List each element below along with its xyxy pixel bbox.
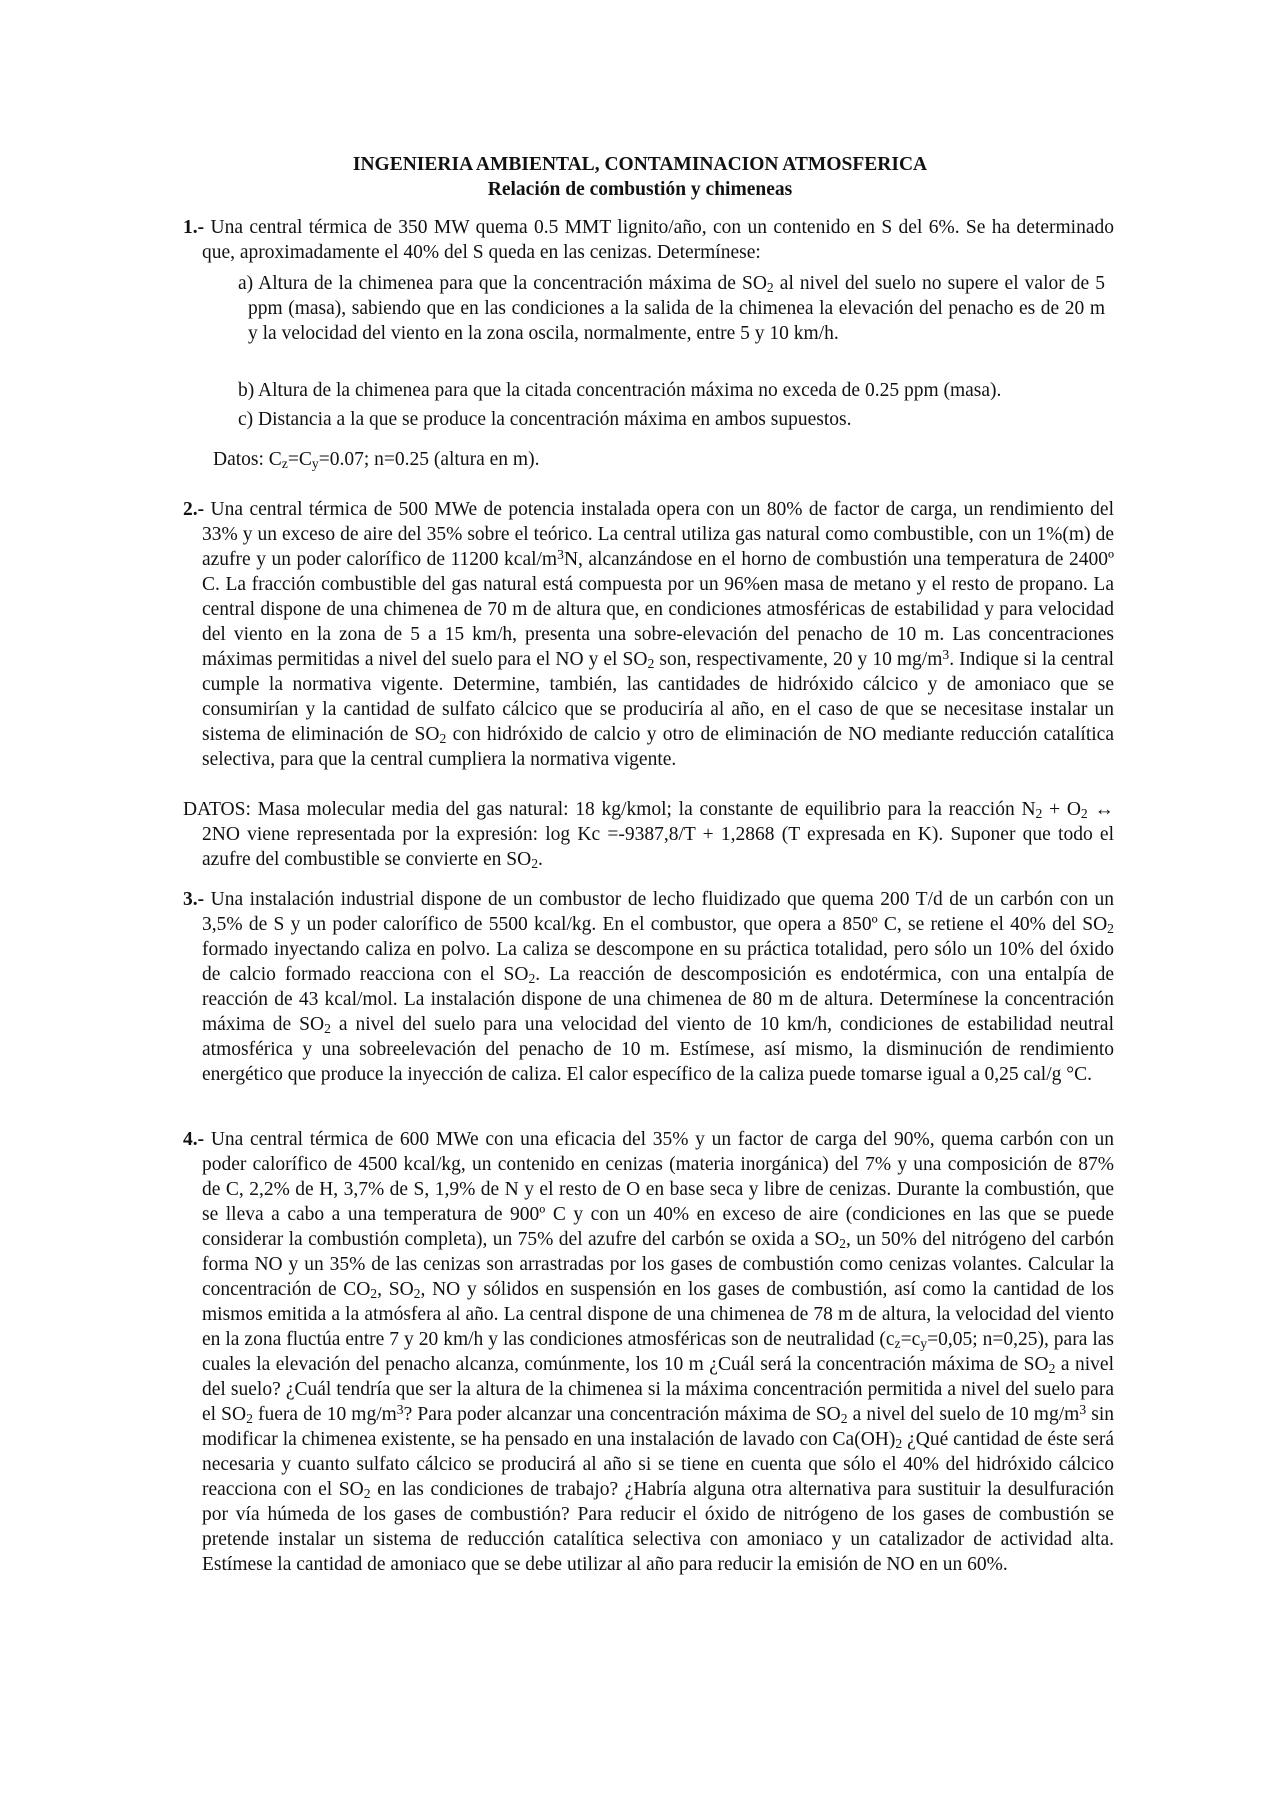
- document-subtitle: Relación de combustión y chimeneas: [487, 179, 793, 200]
- problem-3-number: 3.-: [183, 889, 205, 910]
- problem-1-number: 1.-: [183, 217, 205, 238]
- problem-2: 2.- Una central térmica de 500 MWe de potencia instalada opera con un 80% de factor de carga, un rendimiento del 33% y un exceso de aire del 35% sobre el teórico. La central utiliza gas natural como combustible, con un 1%(m) de azufre y un poder calorífico de 11200 kcal/$m^3N$, alcanzándose en el horno de combustión una temperatura de 2400º C. La fracción combustible del gas natural está compuesta por un 96%en masa de metano y el resto de propano. La central dispone de una chimenea de 70 m de altura que, en condiciones atmosféricas de estabilidad y para velocidad del viento en la zona de 5 a 15 km/h, presenta una sobre-elevación del penacho de 10 m. Las concentraciones máximas permitidas a nivel del suelo para el NO y el $SO_2$ son, respectivamente, 20 y 10 $mg/m^3$. Indique si la central cumple la normativa vigente. Determine, también, las cantidades de hidróxido cálcico y de amoniaco que se consumirían y la cantidad de sulfato cálcico que se produciría al año, en el caso de que se necesitase instalar un sistema de eliminación de $SO_2$ con hidróxido de calcio y otro de eliminación de NO mediante reducción catalítica selectiva, para que la central cumpliera la normativa vigente.: [183, 499, 1114, 770]
- problem-1-data: Datos: $C_z=C_y=0.07$; n=0.25 (altura en m).: [213, 449, 540, 471]
- problem-1-item-c: c) Distancia a la que se produce la concentración máxima en ambos supuestos.: [238, 409, 852, 430]
- problem-2-data: DATOS: Masa molecular media del gas natural: 18 kg/kmol; la constante de equilibrio para la reacción $N_2 + O_2$ ↔ 2NO viene representada por la expresión: log Kc =-9387,8/T + 1,2868 (T expresada en K). Suponer que todo el azufre del combustible se convierte en $SO_2$.: [183, 799, 1114, 871]
- problem-4: 4.- Una central térmica de 600 MWe con una eficacia del 35% y un factor de carga del 90%, quema carbón con un poder calorífico de 4500 kcal/kg, un contenido en cenizas (materia inorgánica) del 7% y una composición de 87% de C, 2,2% de H, 3,7% de S, 1,9% de N y el resto de O en base seca y libre de cenizas. Durante la combustión, que se lleva a cabo a una temperatura de 900º C y con un 40% en exceso de aire (condiciones en las que se puede considerar la combustión completa), un 75% del azufre del carbón se oxida a $SO_2$, un 50% del nitrógeno del carbón forma NO y un 35% de las cenizas son arrastradas por los gases de combustión como cenizas volantes. Calcular la concentración de $CO_2$, $SO_2$, NO y sólidos en suspensión en los gases de combustión, así como la cantidad de los mismos emitida a la atmósfera al año. La central dispone de una chimenea de 78 m de altura, la velocidad del viento en la zona fluctúa entre 7 y 20 km/h y las condiciones atmosféricas son de neutralidad ($c_z=c_y=0,05$; n=0,25), para las cuales la elevación del penacho alcanza, comúnmente, los 10 m ¿Cuál será la concentración máxima de $SO_2$ a nivel del suelo? ¿Cuál tendría que ser la altura de la chimenea si la máxima concentración permitida a nivel del suelo para el $SO_2$ fuera de 10 $mg/m^3$? Para poder alcanzar una concentración máxima de $SO_2$ a nivel del suelo de 10 $mg/m^3$ sin modificar la chimenea existente, se ha pensado en una instalación de lavado con $Ca(OH)_2$ ¿Qué cantidad de éste será necesaria y cuanto sulfato cálcico se producirá al año si se tiene en cuenta que sólo el 40% del hidróxido cálcico reacciona con el $SO_2$ en las condiciones de trabajo? ¿Habría alguna otra alternativa para sustituir la desulfuración por vía húmeda de los gases de combustión? Para reducir el óxido de nitrógeno de los gases de combustión se pretende instalar un sistema de reducción catalítica selectiva con amoniaco y un catalizador de actividad alta. Estímese la cantidad de amoniaco que se debe utilizar al año para reducir la emisión de NO en un 60%.: [183, 1129, 1115, 1575]
- document-title: INGENIERIA AMBIENTAL, CONTAMINACION ATMOSFERICA: [352, 154, 928, 175]
- problem-2-number: 2.-: [183, 499, 205, 520]
- problem-1-item-b: b) Altura de la chimenea para que la citada concentración máxima no exceda de 0.25 ppm (masa).: [238, 380, 1002, 401]
- problem-1-item-a: a) Altura de la chimenea para que la concentración máxima de $SO_2$ al nivel del suelo no supere el valor de 5 ppm (masa), sabiendo que en las condiciones a la salida de la chimenea la elevación del penacho es de 20 m y la velocidad del viento en la zona oscila, normalmente, entre 5 y 10 km/h.: [238, 273, 1105, 344]
- problem-3: 3.- Una instalación industrial dispone de un combustor de lecho fluidizado que quema 200 T/d de un carbón con un 3,5% de S y un poder calorífico de 5500 kcal/kg. En el combustor, que opera a 850º C, se retiene el 40% del $SO_2$ formado inyectando caliza en polvo. La caliza se descompone en su práctica totalidad, pero sólo un 10% del óxido de calcio formado reacciona con el $SO_2$. La reacción de descomposición es endotérmica, con una entalpía de reacción de 43 kcal/mol. La instalación dispone de una chimenea de 80 m de altura. Determínese la concentración máxima de $SO_2$ a nivel del suelo para una velocidad del viento de 10 km/h, condiciones de estabilidad neutral atmosférica y una sobreelevación del penacho de 10 m. Estímese, así mismo, la disminución de rendimiento energético que produce la inyección de caliza. El calor específico de la caliza puede tomarse igual a 0,25 cal/g °C.: [183, 889, 1114, 1085]
- problem-4-number: 4.-: [183, 1129, 205, 1150]
- problem-1: [183, 215, 1114, 265]
- problem-1-text: Una central térmica de 350 MW quema 0.5 MMT lignito/año, con un contenido en S del 6%. Se ha determinado que, aproximadamente el 40% del S queda en las cenizas. Determínese:: [202, 217, 1115, 263]
